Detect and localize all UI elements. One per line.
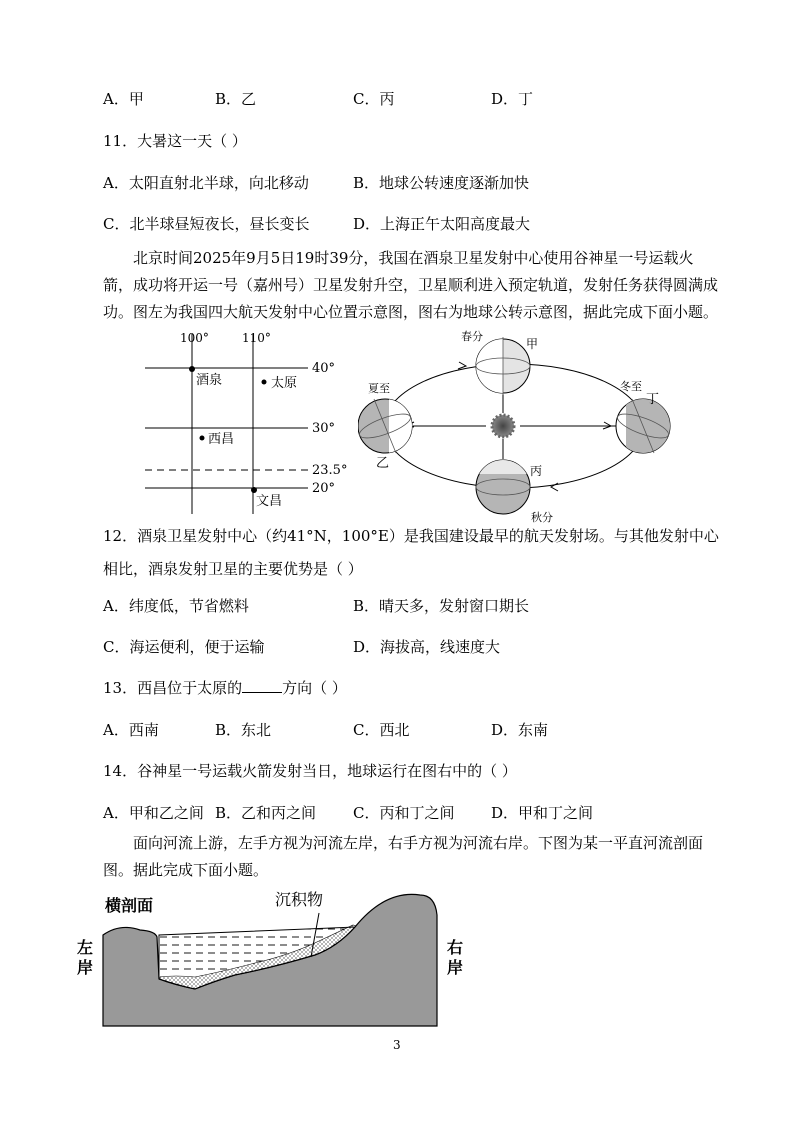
earth-summer-icon [358,399,419,453]
lon-label-110: 110° [242,331,271,345]
q14-option-d: D．甲和丁之间 [491,804,594,822]
label-jia: 甲 [526,337,539,351]
label-autumn: 秋分 [531,511,553,523]
right-bank-label-1: 右 [447,938,464,957]
label-bing: 丙 [530,464,543,478]
q14-option-b: B．乙和丙之间 [215,804,317,822]
left-bank-label-2: 岸 [77,958,94,977]
jiuquan-dot [189,366,195,372]
label-yi: 乙 [376,456,390,471]
passage-launch: 北京时间2025年9月5日19时39分，我国在酒泉卫星发射中心使用谷神星一号运载火箭，成功将开运一号（嘉州号）卫星发射升空，卫星顺利进入预定轨道，发射任务获得圆满成功。图左为我国四大航天发射中心位置示意图，图右为地球公转示意图，据此完成下面小题。 [103,249,719,321]
q12-option-b: B．晴天多，发射窗口期长 [353,597,530,615]
q11-option-b: B．地球公转速度逐渐加快 [353,174,530,192]
q12-stem-line1: 12．酒泉卫星发射中心（约41°N，100°E）是我国建设最早的航天发射场。与其他发射中心 [103,527,719,545]
city-wenchang: 文昌 [256,494,283,509]
q10-option-d: D．丁 [491,90,534,108]
q10-option-c: C．丙 [353,90,395,108]
left-bank-label-1: 左 [77,938,94,957]
q13-stem [103,677,347,698]
q12-stem-line2: 相比，酒泉发射卫星的主要优势是（ ） [103,560,363,578]
q10-option-a: A．甲 [103,90,144,108]
lat-label-40: 40° [312,361,336,376]
page-number: 3 [393,1038,401,1052]
q14-option-a: A．甲和乙之间 [103,804,204,822]
q11-option-c: C．北半球昼短夜长，昼长变长 [103,215,310,233]
wenchang-dot [251,487,257,493]
earth-spring-icon [476,337,530,395]
q13-option-a: A．西南 [103,721,159,739]
sun-icon [492,415,514,437]
q13-stem-b: 方向（ ） [282,679,347,697]
passage-river: 面向河流上游，左手方视为河流左岸，右手方视为河流右岸。下图为某一平直河流剖面图。据此完成下面小题。 [103,834,704,879]
q11-stem: 11．大暑这一天（ ） [103,132,247,150]
lat-label-20: 20° [312,481,336,496]
xichang-dot [200,436,205,441]
earth-autumn-icon [476,460,530,514]
q10-option-b: B．乙 [215,90,257,108]
label-summer: 夏至 [368,382,390,395]
q12-option-c: C．海运便利，便于运输 [103,638,265,656]
q13-option-c: C．西北 [353,721,410,739]
right-bank-label-2: 岸 [447,958,464,977]
sediment-label: 沉积物 [275,890,324,909]
city-xichang: 西昌 [208,432,235,447]
taiyuan-dot [262,380,267,385]
q14-stem: 14．谷神星一号运载火箭发射当日，地球运行在图右中的（ ） [103,762,517,780]
lat-label-30: 30° [312,421,336,436]
q11-option-a: A．太阳直射北半球，向北移动 [103,174,309,192]
answer-blank [242,678,282,693]
label-spring: 春分 [461,330,483,343]
q13-stem-a: 13．西昌位于太原的 [103,679,243,697]
lat-label-23-5: 23.5° [312,463,348,478]
river-cross-section [75,885,475,1030]
earth-winter-icon [615,399,672,453]
label-winter: 冬至 [620,380,642,393]
q14-option-c: C．丙和丁之间 [353,804,455,822]
lon-label-100: 100° [180,331,209,345]
q13-option-d: D．东南 [491,721,549,739]
earth-orbit-diagram [358,323,676,523]
q12-option-a: A．纬度低，节省燃料 [103,597,249,615]
figure-title: 横剖面 [105,896,154,915]
launch-center-map [140,328,355,518]
q12-option-d: D．海拔高，线速度大 [353,638,501,656]
label-ding: 丁 [646,392,660,407]
city-jiuquan: 酒泉 [196,373,223,388]
city-taiyuan: 太原 [271,376,298,391]
q13-option-b: B．东北 [215,721,272,739]
q11-option-d: D．上海正午太阳高度最大 [353,215,531,233]
